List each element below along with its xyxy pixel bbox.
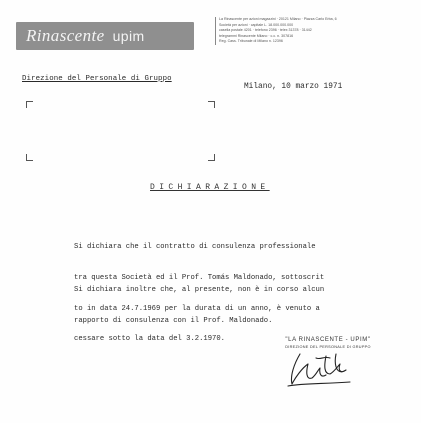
address-corner-mark [208,154,215,161]
body-line: Si dichiara inoltre che, al presente, non è in corso alcun [74,286,325,295]
document-heading: DICHIARAZIONE [150,183,270,192]
company-info-line: casella postale 4201 · telefono 2396 · telex 31378 · 31442 [219,28,312,33]
logo-sub: upim [112,28,145,44]
body-line: cessare sotto la data del 3.2.1970. [74,335,225,344]
logo-text [26,26,145,46]
stamp-company: "LA RINASCENTE - UPIM" [285,337,371,343]
handwritten-signature [286,348,356,390]
letterhead-logo [16,22,194,50]
logo-main: Rinascente [26,26,105,45]
body-line: rapporto di consulenza con il Prof. Maldonado. [74,317,273,326]
stamp-department: DIREZIONE DEL PERSONALE DI GRUPPO [285,345,371,349]
body-line: tra questa Società ed il Prof. Tomás Maldonado, sottoscrit [74,274,325,283]
company-info [215,17,419,45]
company-info-line: La Rinascente per azioni magazzini · 20121 Milano · Piazza Carlo Erba, 6 [219,17,337,21]
body-line: Si dichiara che il contratto di consulenza professionale [74,243,316,252]
address-corner-mark [26,101,33,108]
date-line: Milano, 10 marzo 1971 [244,83,343,91]
department-header: Direzione del Personale di Gruppo [22,75,172,83]
address-corner-mark [208,101,215,108]
body-line: to in data 24.7.1969 per la durata di un anno, è venuto a [74,304,320,313]
company-info-line: Reg. Cass. Tribunale di Milano n. 12396 [219,39,283,44]
company-info-line: telegrammi Rinascente Milano · c.c. n. 307816 [219,33,294,38]
company-info-line: Società per azioni · capitale L. 18.000.000.000 [219,22,294,27]
body-paragraph [74,265,414,336]
address-corner-mark [26,154,33,161]
